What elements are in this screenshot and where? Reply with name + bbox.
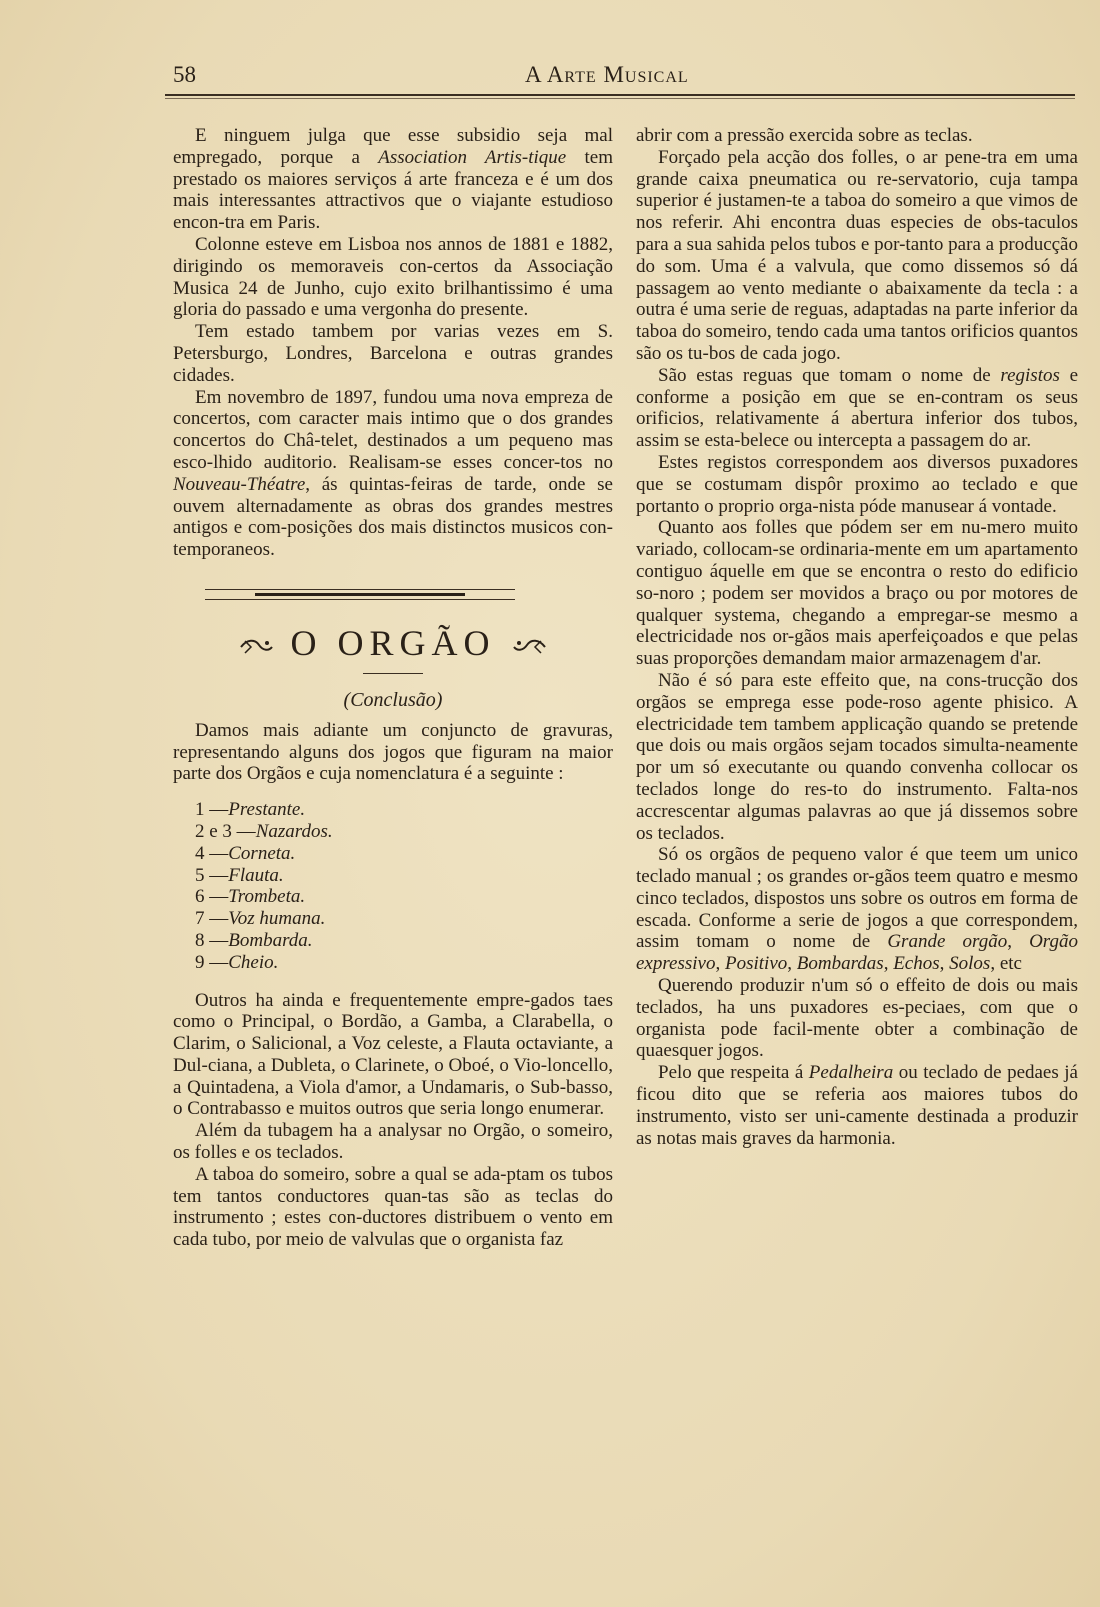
paragraph: E ninguem julga que esse subsidio seja mal empregado, porque a Association Artis-tique tem prestado os maiores serviços á arte franceza e é um dos mais interessantes attractivos que o viajante estudioso encon-tra em Paris. — [173, 125, 613, 234]
right-flourish-icon — [511, 635, 549, 659]
paragraph: A taboa do someiro, sobre a qual se ada-ptam os tubos tem tantos conductores quan-tas são as teclas do instrumento ; estes con-ductores distribuem o vento em cada tubo, por meio de valvulas que o organista faz — [173, 1163, 613, 1251]
list-item: 1 —Prestante. — [195, 799, 306, 821]
paragraph: Tem estado tambem por varias vezes em S. Petersburgo, Londres, Barcelona e outras grandes cidades. — [173, 321, 613, 386]
header-rule — [165, 94, 1075, 96]
paragraph: Outros ha ainda e frequentemente empre-gados taes como o Principal, o Bordão, a Gamba, a Clarabella, o Clarim, o Salicional, a Voz celeste, a Flauta octaviante, a Dul-ciana, a Dubleta, o Clarinete, o Oboé, o Vio-loncello, a Quintadena, a Viola d'amor, a Undamaris, o Sub-basso, o Contrabasso e muitos outros que seria longo enumerar. — [173, 989, 613, 1120]
list-item: 6 —Trombeta. — [195, 886, 306, 908]
page-header — [165, 58, 1075, 98]
paragraph: São estas reguas que tomam o nome de registos e conforme a posição em que se en-contram os seus orificios, relativamente á abertura inferior dos tubos, assim se esta-belece ou intercepta a passagem do ar. — [636, 364, 1078, 452]
list-item: 8 —Bombarda. — [195, 929, 313, 951]
paragraph: Não é só para este effeito que, na cons-trucção dos orgãos se emprega esse pode-roso agente phisico. A electricidade tem tambem applicação quando se pretende que dois ou mais orgãos sejam tocados simulta-neamente por um só executante ou quando convenha collocar os teclados longe do res-to do instrumento. Falta-nos accrescentar algumas palavras ao que já dissemos sobre os teclados. — [636, 669, 1078, 844]
header-rule-fine — [165, 98, 1075, 99]
paragraph: Só os orgãos de pequeno valor é que teem um unico teclado manual ; os grandes or-gãos teem quatro e mesmo cinco teclados, dispostos uns sobre os outros em forma de escada. Conforme a serie de jogos a que correspondem, assim tomam o nome de Grande orgão, Orgão expressivo, Positivo, Bombardas, Echos, Solos, etc — [636, 844, 1078, 975]
paragraph: Quanto aos folles que pódem ser em nu-mero muito variado, collocam-se ordinaria-mente em um apartamento contiguo áquelle em que se encontra o resto do edificio so-noro ; podem ser movidos a braço ou por motores de qualquer systema, chegando a empregar-se mesmo a electricidade nos or-gãos mais aperfeiçoados e que pelas suas proporções demandam maior armazenagem d'ar. — [636, 517, 1078, 670]
running-title: A Arte Musical — [525, 62, 689, 87]
paragraph: Damos mais adiante um conjuncto de gravuras, representando alguns dos jogos que figuram na maior parte dos Orgãos e cuja nomenclatura é a seguinte : — [173, 719, 613, 785]
paragraph: Estes registos correspondem aos diversos puxadores que se costumam dispôr proximo ao teclado e que portanto o proprio orga-nista póde manusear á vontade. — [636, 451, 1078, 517]
page-number: 58 — [173, 62, 196, 87]
right-column — [636, 125, 1078, 1149]
section-subtitle: (Conclusão) — [343, 688, 443, 711]
paragraph: Pelo que respeita á Pedalheira ou teclado de pedaes já ficou dito que se referia aos maiores tubos do instrumento, visto ser uni-camente destinada a produzir as notas mais graves da harmonia. — [636, 1062, 1078, 1149]
paragraph: abrir com a pressão exercida sobre as teclas. — [636, 125, 973, 146]
paragraph: Forçado pela acção dos folles, o ar pene-tra em uma grande caixa pneumatica ou re-servatorio, cuja tampa superior é justamen-te a taboa do someiro a que vimos de nos referir. Ahi encontra duas especies de obs-taculos para a sua sahida pelos tubos e por-tanto para a producção do som. Uma é a valvula, que como dissemos só dá passagem ao vento mediante o abaixamente da tecla : a outra é uma serie de reguas, adaptadas na parte inferior da taboa do someiro, tendo cada uma tantos orificios quantos são os tu-bos de cada jogo. — [636, 146, 1078, 364]
title-underline — [363, 673, 423, 674]
left-flourish-icon — [237, 635, 275, 659]
paragraph: Colonne esteve em Lisboa nos annos de 1881 e 1882, dirigindo os memoraveis con-certos da Associação Musica 24 de Junho, cujo exito brilhantissimo é uma gloria do passado e uma vergonha do presente. — [173, 233, 613, 321]
section-title-text: O ORGÃO — [290, 622, 496, 663]
left-column — [173, 125, 613, 1251]
list-item: 2 e 3 —Nazardos. — [195, 820, 333, 842]
paragraph: Querendo produzir n'um só o effeito de dois ou mais teclados, ha uns puxadores es-peciaes, com que o organista pode facil-mente obter a combinação de quaesquer jogos. — [636, 975, 1078, 1062]
list-item: 5 —Flauta. — [195, 864, 284, 886]
organ-stops-list — [195, 799, 613, 973]
section-title — [173, 617, 613, 669]
paragraph: Além da tubagem ha a analysar no Orgão, o someiro, os folles e os teclados. — [173, 1120, 613, 1164]
list-item: 9 —Cheio. — [195, 951, 279, 973]
list-item: 7 —Voz humana. — [195, 908, 326, 930]
section-divider — [205, 587, 515, 601]
list-item: 4 —Corneta. — [195, 842, 296, 864]
paragraph: Em novembro de 1897, fundou uma nova empreza de concertos, com caracter mais intimo que o dos grandes concertos do Châ-telet, destinados a um pequeno mas esco-lhido auditorio. Realisam-se esses concer-tos no Nouveau-Théatre, ás quintas-feiras de tarde, onde se ouvem alternadamente as obras dos grandes mestres antigos e com-posições dos mais distinctos musicos con-temporaneos. — [173, 386, 613, 561]
